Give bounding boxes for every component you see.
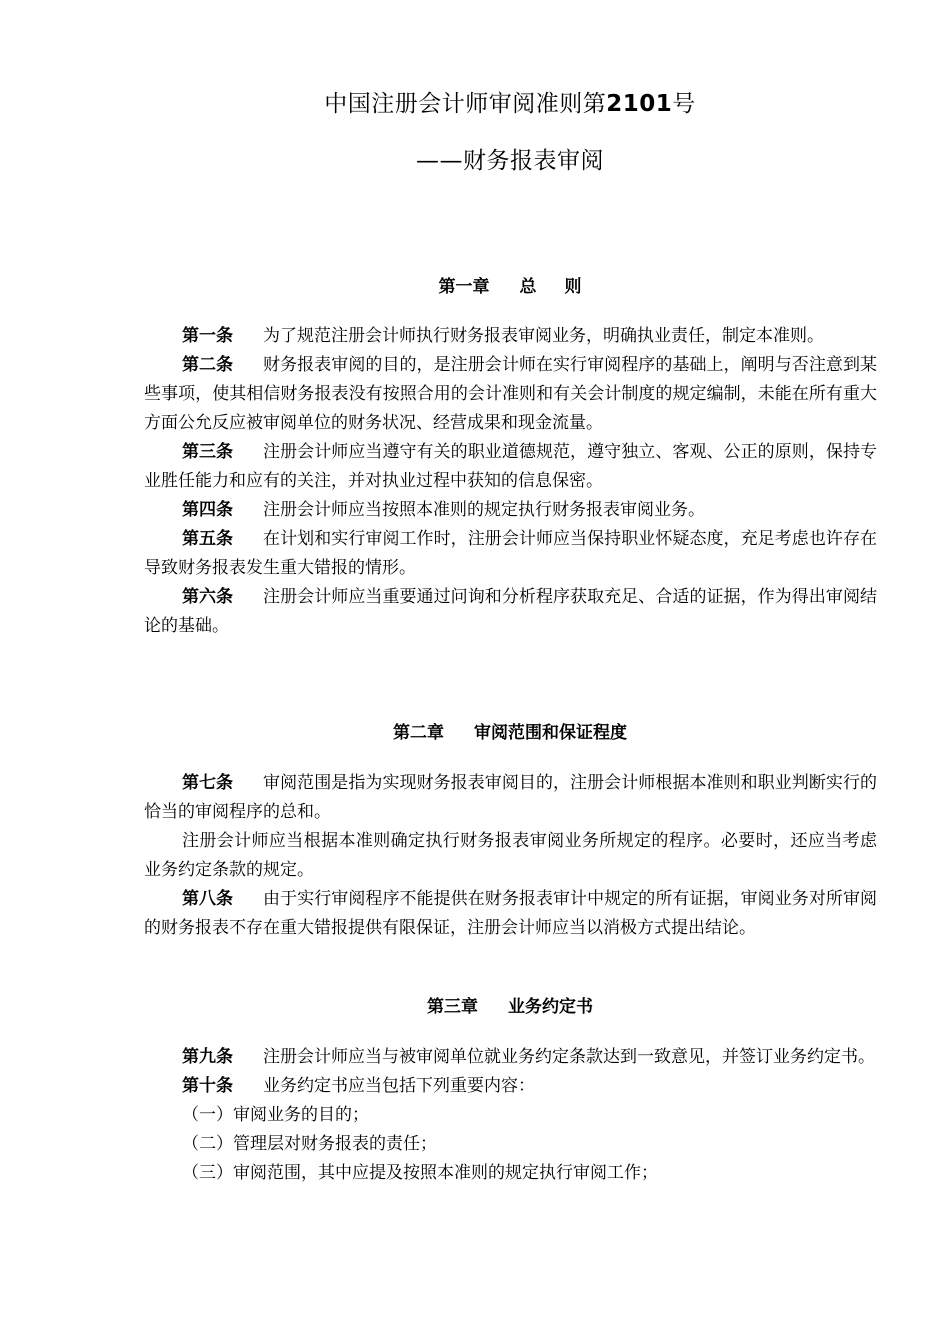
title-suffix: 号 — [672, 91, 696, 117]
article-paragraph — [144, 885, 877, 943]
article-number: 第八条 — [182, 889, 233, 909]
document-subtitle: ——财务报表审阅 — [416, 148, 604, 174]
chapter-name: 审阅范围和保证程度 — [474, 723, 627, 743]
chapter-label: 第一章 — [438, 277, 490, 297]
article-paragraph — [144, 583, 877, 641]
list-item: （一）审阅业务的目的； — [182, 1105, 369, 1125]
chapter-name-part: 则 — [564, 277, 582, 297]
article-text: 为了规范注册会计师执行财务报表审阅业务，明确执业责任，制定本准则。 — [263, 326, 824, 346]
article-number: 第九条 — [182, 1047, 233, 1067]
chapter-name-part: 总 — [519, 277, 537, 297]
article-paragraph — [144, 496, 877, 525]
article-paragraph — [144, 351, 877, 438]
article-text: 业务约定书应当包括下列重要内容： — [263, 1076, 535, 1096]
chapter-1-heading — [0, 276, 950, 298]
article-paragraph — [144, 438, 877, 496]
article-text: 财务报表审阅的目的，是注册会计师在实行审阅程序的基础上，阐明与否注意到某些事项，使其相信财务报表没有按照合用的会计准则和有关会计制度的规定编制，未能在所有重大方面公允反应被审阅单位的财务状况、经营成果和现金流量。 — [144, 355, 877, 433]
article-number: 第五条 — [182, 529, 233, 549]
article-paragraph — [144, 525, 877, 583]
chapter-label: 第二章 — [393, 723, 444, 743]
chapter-2-heading — [0, 722, 950, 744]
article-number: 第六条 — [182, 587, 233, 607]
article-text: 注册会计师应当与被审阅单位就业务约定条款达到一致意见，并签订业务约定书。 — [263, 1047, 875, 1067]
article-number: 第一条 — [182, 326, 233, 346]
list-item: （二）管理层对财务报表的责任； — [182, 1134, 437, 1154]
article-paragraph — [144, 827, 877, 885]
article-text: 由于实行审阅程序不能提供在财务报表审计中规定的所有证据，审阅业务对所审阅的财务报表不存在重大错报提供有限保证，注册会计师应当以消极方式提出结论。 — [144, 889, 877, 938]
article-number: 第四条 — [182, 500, 233, 520]
chapter-name: 业务约定书 — [508, 997, 593, 1017]
chapter-label: 第三章 — [427, 997, 478, 1017]
article-text: 注册会计师应当根据本准则确定执行财务报表审阅业务所规定的程序。必要时，还应当考虑业务约定条款的规定。 — [144, 831, 877, 880]
article-paragraph — [144, 1043, 877, 1072]
article-number: 第十条 — [182, 1076, 233, 1096]
article-text: 注册会计师应当重要通过问询和分析程序获取充足、合适的证据，作为得出审阅结论的基础。 — [144, 587, 877, 636]
title-number: 2101 — [606, 91, 673, 117]
article-number: 第七条 — [182, 773, 233, 793]
list-item: （三）审阅范围，其中应提及按照本准则的规定执行审阅工作； — [182, 1163, 658, 1183]
article-text: 在计划和实行审阅工作时，注册会计师应当保持职业怀疑态度，充足考虑也许存在导致财务报表发生重大错报的情形。 — [144, 529, 877, 578]
article-number: 第二条 — [182, 355, 233, 375]
document-title — [0, 89, 950, 119]
chapter-2-body — [144, 769, 877, 943]
article-text: 审阅范围是指为实现财务报表审阅目的，注册会计师根据本准则和职业判断实行的恰当的审阅程序的总和。 — [144, 773, 877, 822]
article-paragraph — [144, 769, 877, 827]
article-text: 注册会计师应当按照本准则的规定执行财务报表审阅业务。 — [263, 500, 705, 520]
article-paragraph — [144, 1072, 877, 1101]
title-prefix: 中国注册会计师审阅准则第 — [324, 91, 607, 117]
chapter-3-body — [144, 1043, 877, 1188]
article-text: 注册会计师应当遵守有关的职业道德规范，遵守独立、客观、公正的原则，保持专业胜任能力和应有的关注，并对执业过程中获知的信息保密。 — [144, 442, 877, 491]
article-paragraph — [144, 322, 877, 351]
chapter-3-heading — [0, 996, 950, 1018]
article-number: 第三条 — [182, 442, 233, 462]
chapter-1-body — [144, 322, 877, 641]
